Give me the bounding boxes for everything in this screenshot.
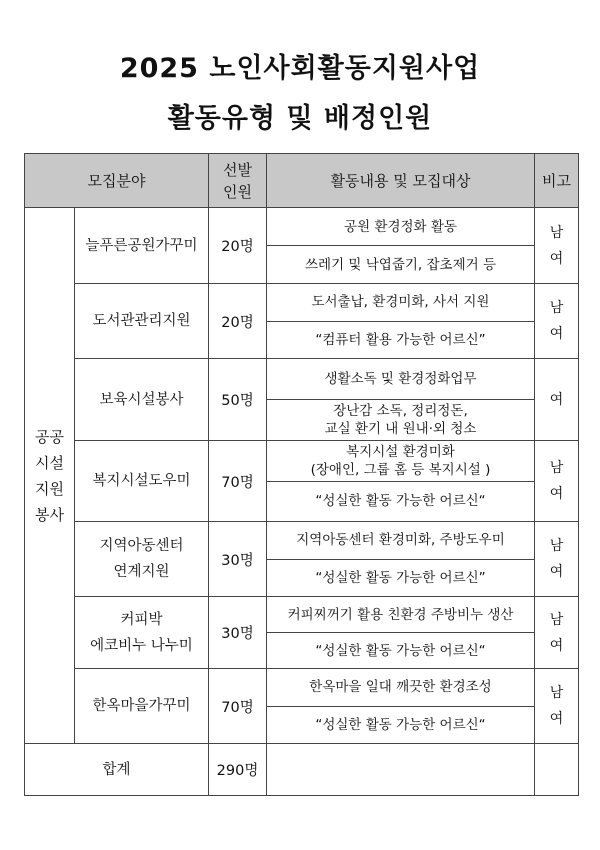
field-name: 늘푸른공원가꾸미 — [75, 208, 209, 284]
total-note-empty — [535, 744, 579, 796]
note-gender: 남 여 — [535, 522, 579, 597]
table-row — [25, 669, 579, 744]
table-row — [25, 208, 579, 284]
header-note: 비고 — [535, 154, 579, 208]
selection-count: 20명 — [209, 208, 267, 284]
field-name: 도서관관리지원 — [75, 284, 209, 359]
activity-description: 생활소독 및 환경정화업무 — [324, 371, 477, 387]
activity-description: 한옥마을 일대 깨끗한 환경조성 — [309, 679, 492, 696]
allocation-table — [24, 153, 579, 796]
selection-count: 70명 — [209, 669, 267, 744]
activity-detail — [267, 597, 535, 669]
header-detail: 활동내용 및 모집대상 — [267, 154, 535, 208]
selection-count: 70명 — [209, 441, 267, 522]
table-row — [25, 359, 579, 441]
header-field: 모집분야 — [25, 154, 209, 208]
activity-description: 공원 환경정화 활동 — [344, 218, 457, 235]
table-row — [25, 441, 579, 522]
recruit-target: “성실한 활동 가능한 어르신“ — [267, 632, 534, 668]
table-header-row — [25, 154, 579, 208]
activity-description: 도서출납, 환경미화, 사서 지원 — [311, 294, 490, 311]
field-name: 한옥마을가꾸미 — [75, 669, 209, 744]
activity-detail — [267, 208, 535, 284]
note-gender: 남 여 — [535, 669, 579, 744]
activity-detail — [267, 669, 535, 744]
recruit-target: “성실한 활동 가능한 어르신“ — [267, 481, 534, 522]
activity-description: 복지시설 환경미화 (장애인, 그룹 홈 등 복지시설 ) — [310, 443, 491, 478]
field-name: 보육시설봉사 — [75, 359, 209, 441]
table-row — [25, 284, 579, 359]
field-name: 지역아동센터 연계지원 — [75, 522, 209, 597]
selection-count: 30명 — [209, 522, 267, 597]
selection-count: 20명 — [209, 284, 267, 359]
selection-count: 30명 — [209, 597, 267, 669]
activity-detail — [267, 359, 535, 441]
field-name: 커피박 에코비누 나누미 — [75, 597, 209, 669]
recruit-target: “성실한 활동 가능한 어르신“ — [267, 706, 534, 744]
activity-detail — [267, 441, 535, 522]
activity-description: 커피찌꺼기 활용 친환경 주방비누 생산 — [287, 606, 514, 623]
table-row — [25, 597, 579, 669]
note-gender: 남 여 — [535, 208, 579, 284]
category-cell: 공공 시설 지원 봉사 — [25, 208, 75, 744]
recruit-target: “성실한 활동 가능한 어르신” — [267, 559, 534, 597]
table-row — [25, 522, 579, 597]
total-label: 합계 — [25, 744, 209, 796]
document-title: 2025 노인사회활동지원사업 — [119, 53, 481, 84]
note-gender: 남 여 — [535, 597, 579, 669]
header-count: 선발 인원 — [209, 154, 267, 208]
document-subtitle: 활동유형 및 배정인원 — [167, 103, 433, 134]
total-row — [25, 744, 579, 796]
recruit-target: 장난감 소독, 정리정돈, 교실 환기 내 원내·외 청소 — [267, 399, 534, 440]
field-name: 복지시설도우미 — [75, 441, 209, 522]
activity-detail — [267, 522, 535, 597]
activity-description: 지역아동센터 환경미화, 주방도우미 — [296, 532, 505, 549]
note-gender: 남 여 — [535, 441, 579, 522]
activity-detail — [267, 284, 535, 359]
note-gender: 여 — [535, 359, 579, 441]
selection-count: 50명 — [209, 359, 267, 441]
total-count: 290명 — [209, 744, 267, 796]
recruit-target: 쓰레기 및 낙엽줍기, 잡초제거 등 — [267, 245, 534, 283]
total-detail-empty — [267, 744, 535, 796]
recruit-target: “컴퓨터 활용 가능한 어르신” — [267, 321, 534, 359]
note-gender: 남 여 — [535, 284, 579, 359]
